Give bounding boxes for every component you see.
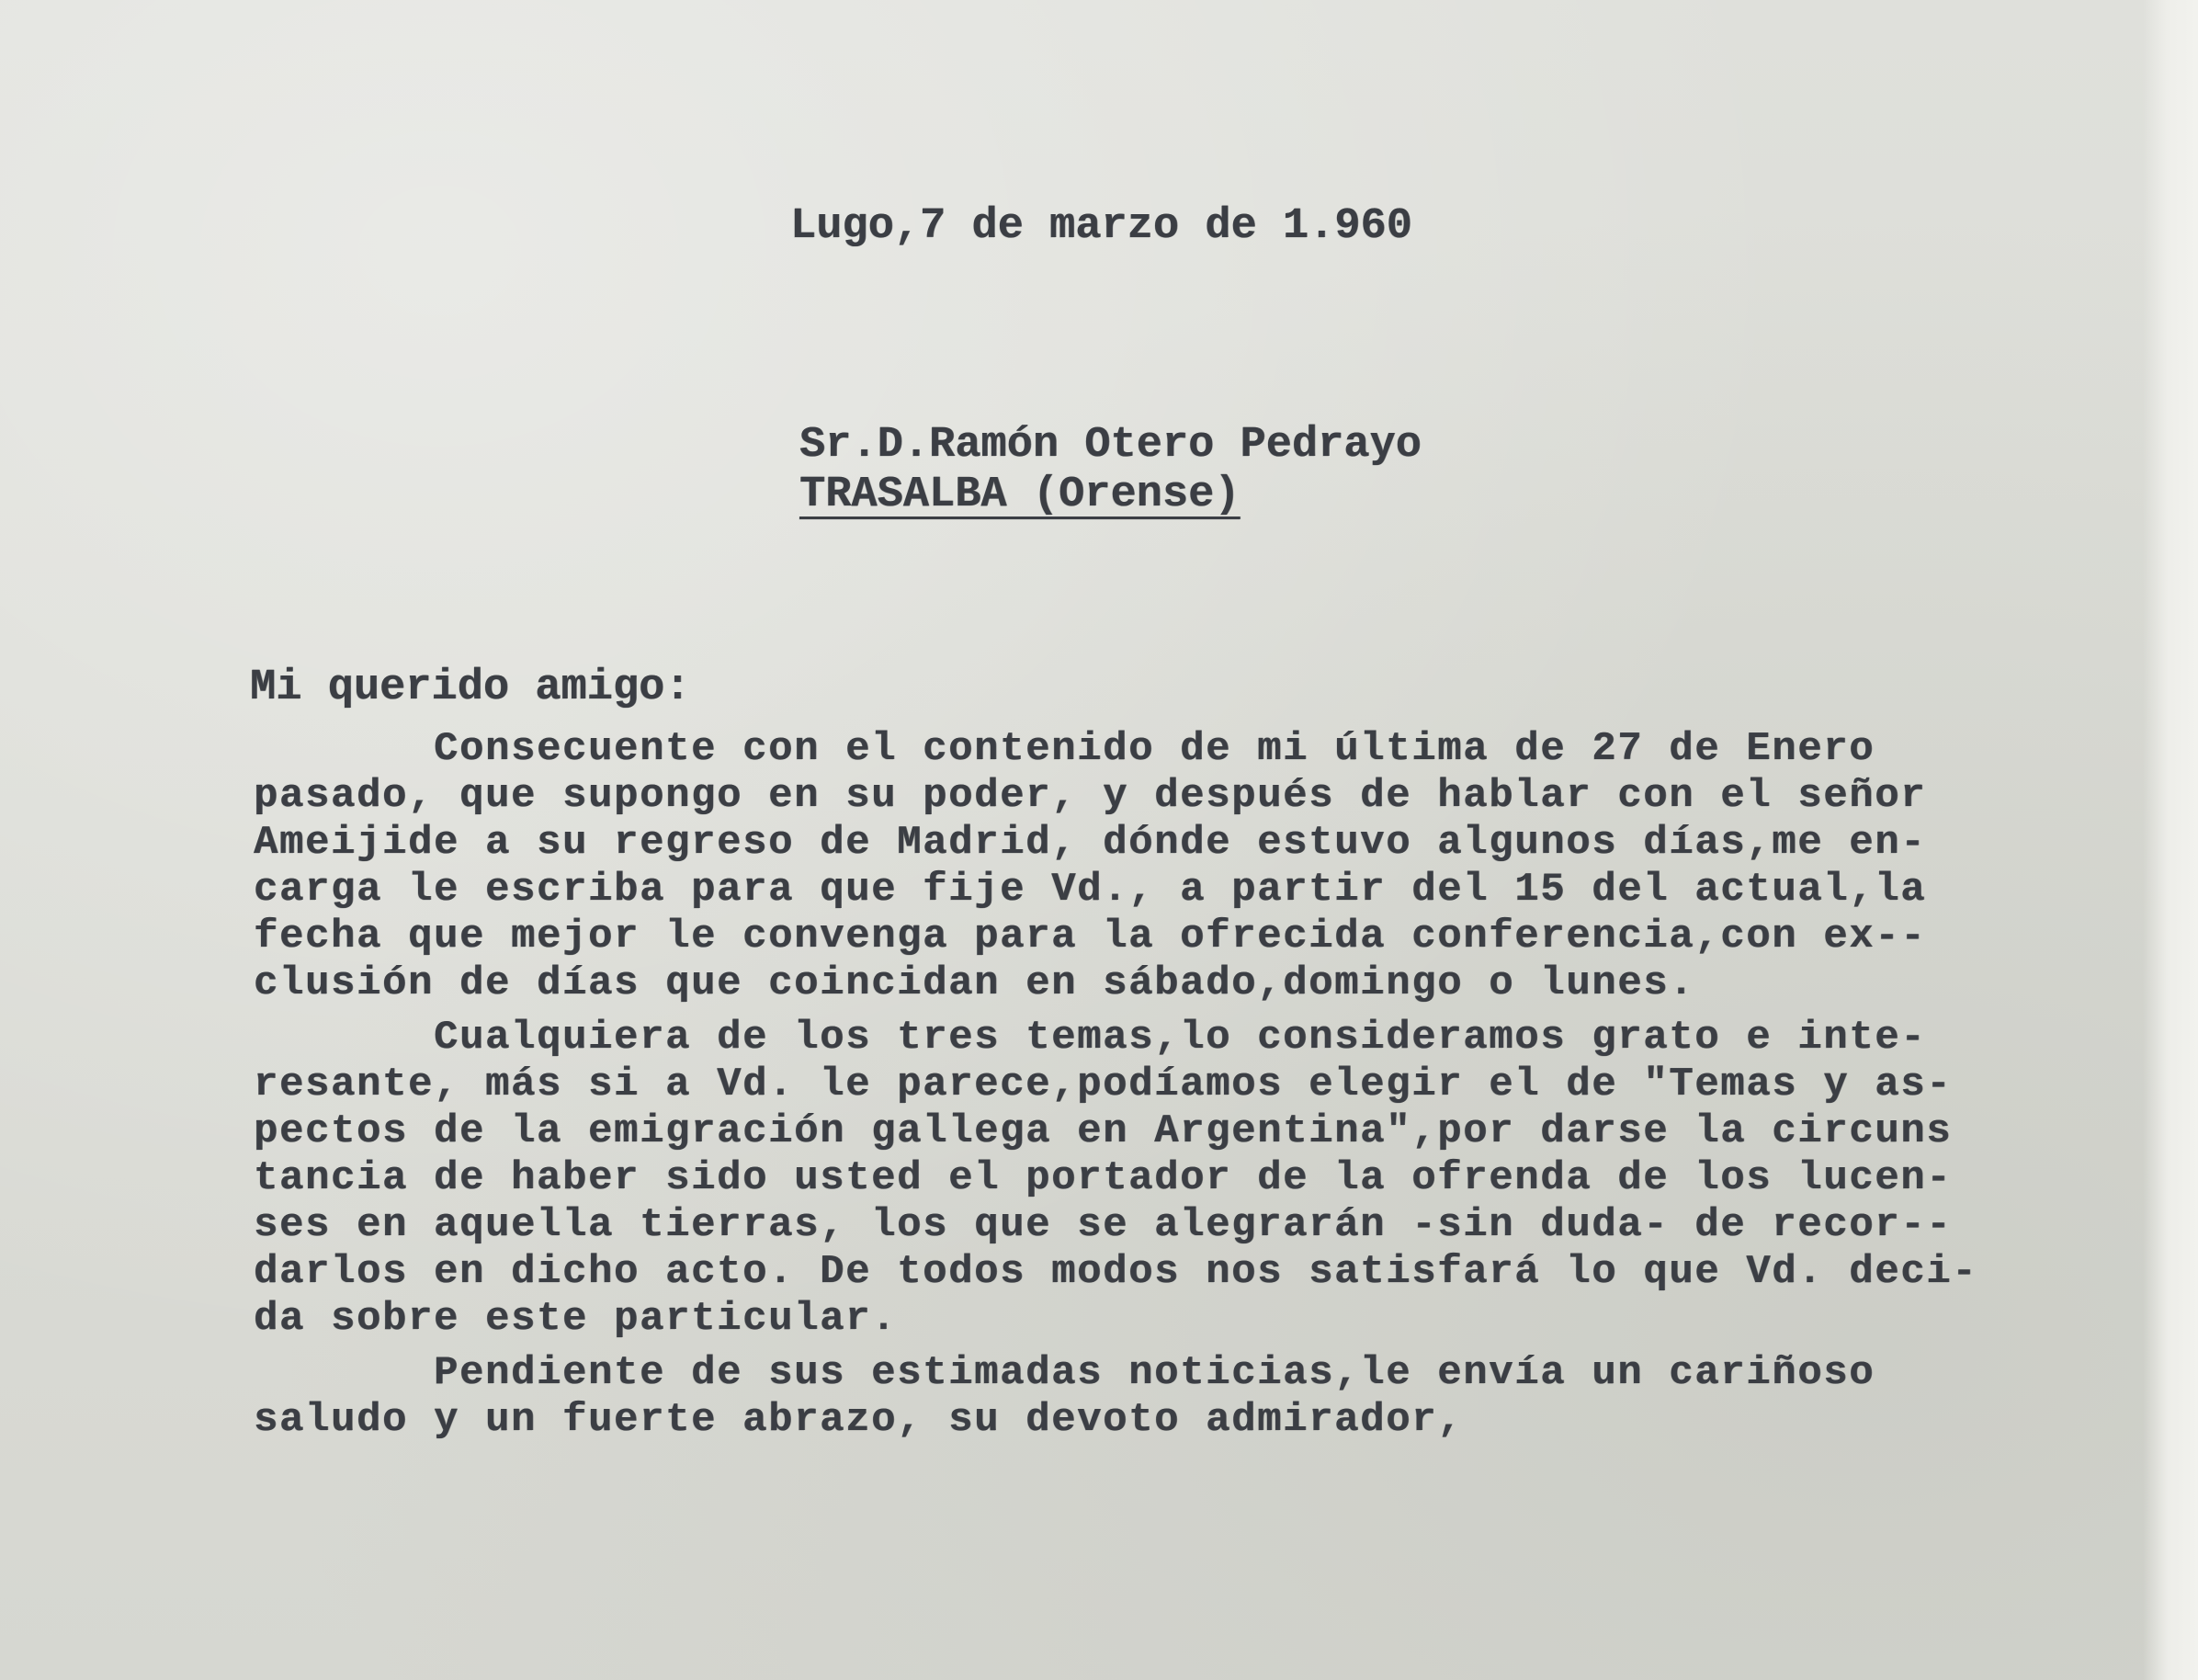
paragraph-gap [254,1007,2165,1015]
recipient-place: TRASALBA (Orense) [799,471,1241,519]
text-line: Ameijide a su regreso de Madrid, dónde estuvo algunos días,me en- [254,820,1927,866]
paragraph-gap [254,1343,2165,1350]
paragraph-1 [254,726,2165,1007]
text-line: saludo y un fuerte abrazo, su devoto admirador, [254,1397,1464,1443]
text-line: Cualquiera de los tres temas,lo consideramos grato e inte- [254,1015,1927,1061]
paragraph-2 [254,1015,2165,1343]
text-line: da sobre este particular. [254,1296,898,1342]
text-line: darlos en dicho acto. De todos modos nos satisfará lo que Vd. deci- [254,1249,1978,1295]
text-line: clusión de días que coincidan en sábado,domingo o lunes. [254,960,1695,1006]
text-line: resante, más si a Vd. le parece,podíamos elegir el de "Temas y as- [254,1061,1953,1107]
text-line: Consecuente con el contenido de mi última de 27 de Enero [254,726,1875,772]
text-line: fecha que mejor le convenga para la ofrecida conferencia,con ex-- [254,914,1927,959]
text-line: carga le escriba para que fije Vd., a partir del 15 del actual,la [254,867,1927,913]
text-line: ses en aquella tierras, los que se alegrarán -sin duda- de recor-- [254,1202,1953,1248]
letter-body [254,726,2165,1444]
text-line: pasado, que supongo en su poder, y después de hablar con el señor [254,773,1927,819]
paragraph-3 [254,1350,2165,1444]
text-line: tancia de haber sido usted el portador de la ofrenda de los lucen- [254,1155,1953,1201]
text-line: Pendiente de sus estimadas noticias,le envía un cariñoso [254,1350,1875,1396]
letter-date: Lugo,7 de marzo de 1.960 [790,202,1412,251]
letter-greeting: Mi querido amigo: [250,664,691,712]
recipient-name: Sr.D.Ramón Otero Pedrayo [799,421,1422,470]
text-line: pectos de la emigración gallega en Argentina",por darse la circuns [254,1108,1953,1154]
